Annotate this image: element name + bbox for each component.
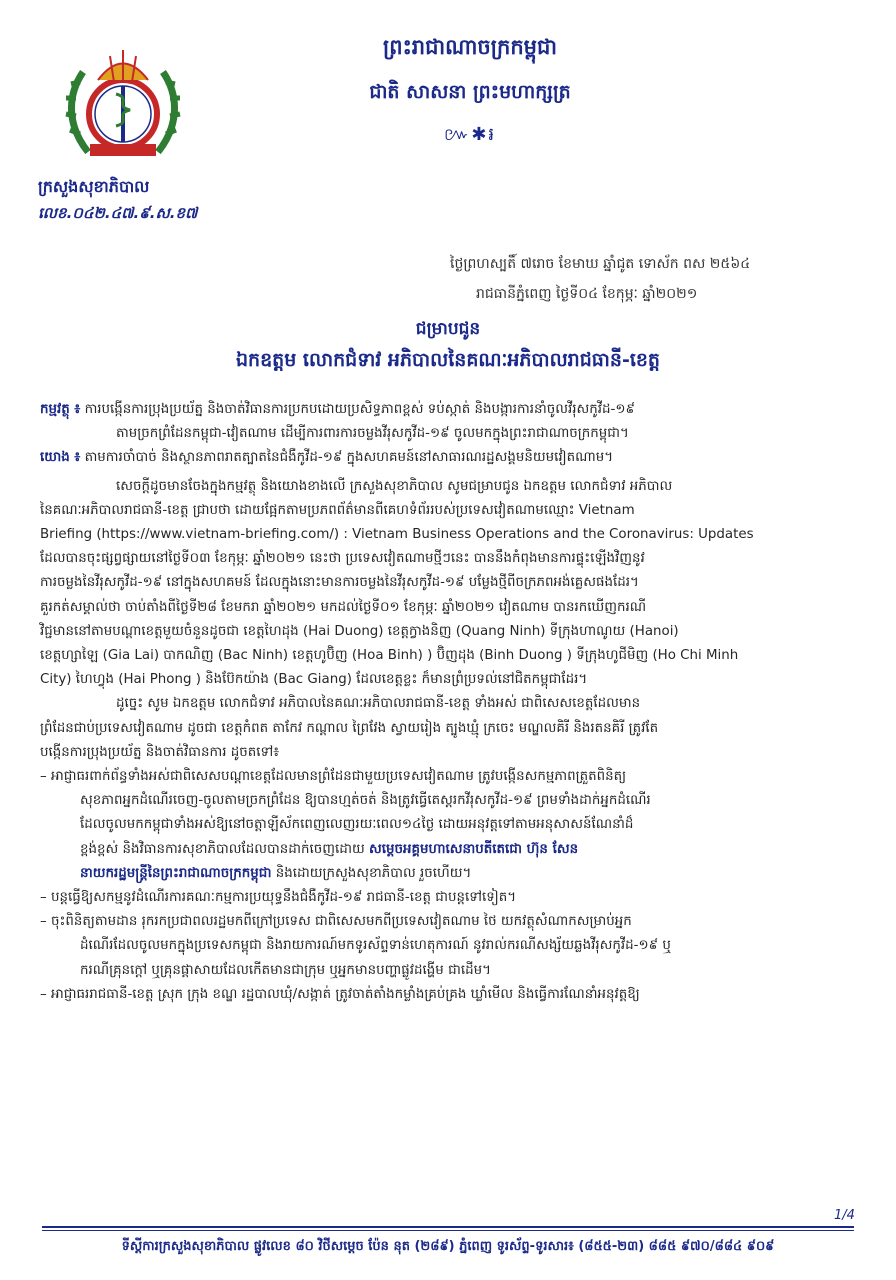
bullet-line [40, 838, 848, 862]
letter-body [40, 398, 848, 1007]
paragraph-line: City) ហៃហ្វុង (Hai Phong ) និងប៊ែកយ៉ាង (Bac Giang) ដែលខេត្តខ្លះ ក៏មានព្រំប្រទល់នៅជិតកម្ពុជាដែរ។ [40, 672, 588, 688]
bullet-line: សុខភាពអ្នកដំណើរចេញ-ចូលតាមច្រកព្រំដែន ឱ្យបានហ្មត់ចត់ និងត្រូវធ្វើតេស្តរកវីរុសកូវីដ-១៩ ព្រមទាំងដាក់អ្នកដំណើរ [80, 793, 651, 809]
subject-text-1: ការបង្កើនការប្រុងប្រយ័ត្ន និងចាត់វិធានការប្រកបដោយប្រសិទ្ធភាពខ្ពស់ ទប់ស្កាត់ និងបង្ការការនាំចូលវីរុសកូវីដ-១៩ [84, 402, 635, 417]
bullet-line: – ចុះពិនិត្យតាមដាន រុករកប្រជាពលរដ្ឋមកពីក្រៅប្រទេស ជាពិសេសមកពីប្រទេសវៀតណាម ថៃ យកវត្ថុសំណាកសម្រាប់អ្នក [40, 914, 632, 930]
prime-minister-title: នាយករដ្ឋមន្ត្រីនៃព្រះរាជាណាចក្រកម្ពុជា [80, 865, 272, 881]
ornament-divider: ៚✱៛ [443, 124, 497, 145]
paragraph-line: គួរកត់សម្គាល់ថា ចាប់តាំងពីថ្ងៃទី២៨ ខែមករា ឆ្នាំ២០២១ មកដល់ថ្ងៃទី០១ ខែកុម្ភៈ ឆ្នាំ២០២១ វៀតណាម បានរកឃើញករណី [40, 599, 647, 615]
subject-line [40, 398, 848, 422]
salutation-respect: ជម្រាបជូន [415, 319, 481, 339]
paragraph-line: វិជ្ជមាននៅតាមបណ្តាខេត្តមួយចំនួនដូចជា ខេត្តហៃដុង (Hai Duong) ខេត្តក្វាងនិញ (Quang Ninh) ទីក្រុងហាណូយ (Hanoi) [40, 623, 679, 639]
bullet-line: ដែលចូលមកកម្ពុជាទាំងអស់ឱ្យនៅចត្តាឡីស័កពេញលេញរយៈពេល១៤ថ្ងៃ ដោយអនុវត្តទៅតាមអនុសាសន៍ណែនាំដ៏ [80, 817, 634, 833]
bullet-line: – អាជ្ញាធរពាក់ព័ន្ធទាំងអស់ជាពិសេសបណ្តាខេត្តដែលមានព្រំដែនជាមួយប្រទេសវៀតណាម ត្រូវបង្កើនសកម្មភាពត្រួតពិនិត្យ [40, 769, 627, 785]
paragraph-line: នៃគណៈអភិបាលរាជធានី-ខេត្ត ជ្រាបថា ដោយផ្អែកតាមប្រភពព័ត៌មានពីគេហទំព័ររបស់ប្រទេសវៀតណាមឈ្មោះ Vietnam [40, 502, 635, 518]
ministry-logo [58, 42, 188, 172]
paragraph-line: ព្រំដែនជាប់ប្រទេសវៀតណាម ដូចជា ខេត្តកំពត តាកែវ កណ្តាល ព្រៃវែង ស្វាយរៀង ត្បូងឃ្មុំ ក្រចេះ មណ្ឌលគិរី និងរតនគិរី ត្រូវតែ [40, 720, 659, 736]
paragraph-line: សេចក្តីដូចមានចែងក្នុងកម្មវត្ថុ និងយោងខាងលើ ក្រសួងសុខាភិបាល សូមជម្រាបជូន ឯកឧត្តម លោកជំទាវ អភិបាល [116, 478, 673, 494]
bullet-text: ខ្ពង់ខ្ពស់ និងវិធានការសុខាភិបាលដែលបានដាក់ចេញដោយ [80, 841, 370, 857]
footer-divider-thin [42, 1230, 854, 1231]
kingdom-title: ព្រះរាជាណាចក្រកម្ពុជា [382, 35, 557, 59]
ministry-name: ក្រសួងសុខាភិបាល [38, 177, 150, 196]
bullet-line: ករណីគ្រុនក្តៅ ឬគ្រុនផ្តាសាយដែលកើតមានជាក្រុម ឬអ្នកមានបញ្ហាផ្លូវដង្ហើម ជាដើម។ [80, 962, 491, 978]
subject-line-2: តាមច្រកព្រំដែនកម្ពុជា-វៀតណាម ដើម្បីការពារការចម្លងវីរុសកូវីដ-១៩ ចូលមកក្នុងព្រះរាជាណាចក្រកម្ពុជា។ [116, 426, 629, 442]
lunar-date: ថ្ងៃព្រហស្បតិ៍ ៧រោច ខែមាឃ ឆ្នាំជូត ទោស័ក ពស ២៥៦៤ [450, 256, 751, 272]
reference-number: លេខ.០៤២.៤៧.៩.ស.ខ៧ [38, 204, 198, 222]
paragraph-line: ដែលបានចុះផ្សព្វផ្សាយនៅថ្ងៃទី០៣ ខែកុម្ភៈ ឆ្នាំ២០២១ នេះថា ប្រទេសវៀតណាមថ្មីៗនេះ បាននឹងកំពុងមានការផ្ទុះឡើងវិញនូវ [40, 551, 645, 567]
paragraph-line: ដូច្នេះ សូម ឯកឧត្តម លោកជំទាវ អភិបាលនៃគណៈអភិបាលរាជធានី-ខេត្ត ទាំងអស់ ជាពិសេសខេត្តដែលមាន [116, 696, 641, 712]
bullet-line: – អាជ្ញាធររាជធានី-ខេត្ត ស្រុក ក្រុង ខណ្ឌ រដ្ឋបាលឃុំ/សង្កាត់ ត្រូវចាត់តាំងកម្លាំងគ្រប់គ្រង ឃ្លាំមើល និងធ្វើការណែនាំអនុវត្តឱ្យ [40, 986, 640, 1002]
bullet-line [40, 862, 848, 886]
solar-date: រាជធានីភ្នំពេញ ថ្ងៃទី០៤ ខែកុម្ភៈ ឆ្នាំ២០២១ [476, 286, 698, 302]
paragraph-line: Briefing (https://www.vietnam-briefing.com/) : Vietnam Business Operations and the Coronavirus: Updates [40, 527, 754, 543]
paragraph-line: បង្កើនការប្រុងប្រយ័ត្ន និងចាត់វិធានការ ដូចតទៅ៖ [40, 744, 280, 760]
paragraph-line: ខេត្តហ្សាឡៃ (Gia Lai) បាកណិញ (Bac Ninh) ខេត្តហូប៊ិញ (Hoa Binh) ) ប៊ិញដុង (Binh Duong ) ទីក្រុងហូជីមិញ (Ho Chi Minh [40, 648, 739, 664]
paragraph-line: ការចម្លងនៃវីរុសកូវីដ-១៩ នៅក្នុងសហគមន៍ ដែលក្នុងនោះមានការចម្លងនៃវីរុសកូវីដ-១៩ បម្លែងថ្មីពីចក្រភពអង់គ្លេសផងដែរ។ [40, 575, 639, 591]
prime-minister-name: សម្តេចអគ្គមហាសេនាបតីតេជោ ហ៊ុន សែន [369, 841, 579, 857]
bullet-text: និងដោយក្រសួងសុខាភិបាល រួចហើយ។ [271, 865, 472, 881]
bullet-line: – បន្តធ្វើឱ្យសកម្មនូវដំណើរការគណៈកម្មការប្រយុទ្ធនឹងជំងឺកូវីដ-១៩ រាជធានី-ខេត្ត ជាបន្តទៅទៀត។ [40, 890, 517, 906]
footer-address: ទីស្តីការក្រសួងសុខាភិបាល ផ្លូវលេខ ៨០ វិថីសម្តេច ប៉ែន នុត (២៨៩) ភ្នំពេញ ទូរស័ព្ទ-ទូរសារ៖ (៨៥៥-២៣) ៨៨៥ ៩៧០/៨៨៤ ៩០៩ [121, 1239, 775, 1254]
footer-divider [42, 1226, 854, 1228]
addressee: ឯកឧត្តម លោកជំទាវ អភិបាលនៃគណៈអភិបាលរាជធានី-ខេត្ត [236, 349, 660, 371]
reference-line [40, 446, 848, 470]
bullet-line: ដំណើរដែលចូលមកក្នុងប្រទេសកម្ពុជា និងរាយការណ៍មកទូរស័ព្ទទាន់ហេតុការណ៍ នូវរាល់ករណីសង្ស័យឆ្លងវីរុសកូវីដ-១៩ ឬ [80, 938, 671, 954]
subject-label: កម្មវត្ថុ ៖ [40, 402, 81, 417]
reference-label: យោង ៖ [40, 450, 81, 466]
page-number: 1/4 [834, 1208, 855, 1223]
reference-text: តាមការចាំបាច់ និងស្ថានភាពរាតត្បាតនៃជំងឺកូវីដ-១៩ ក្នុងសហគមន៍នៅសាធារណរដ្ឋសង្គមនិយមវៀតណាម។ [84, 450, 614, 466]
national-motto: ជាតិ សាសនា ព្រះមហាក្សត្រ [369, 81, 571, 103]
